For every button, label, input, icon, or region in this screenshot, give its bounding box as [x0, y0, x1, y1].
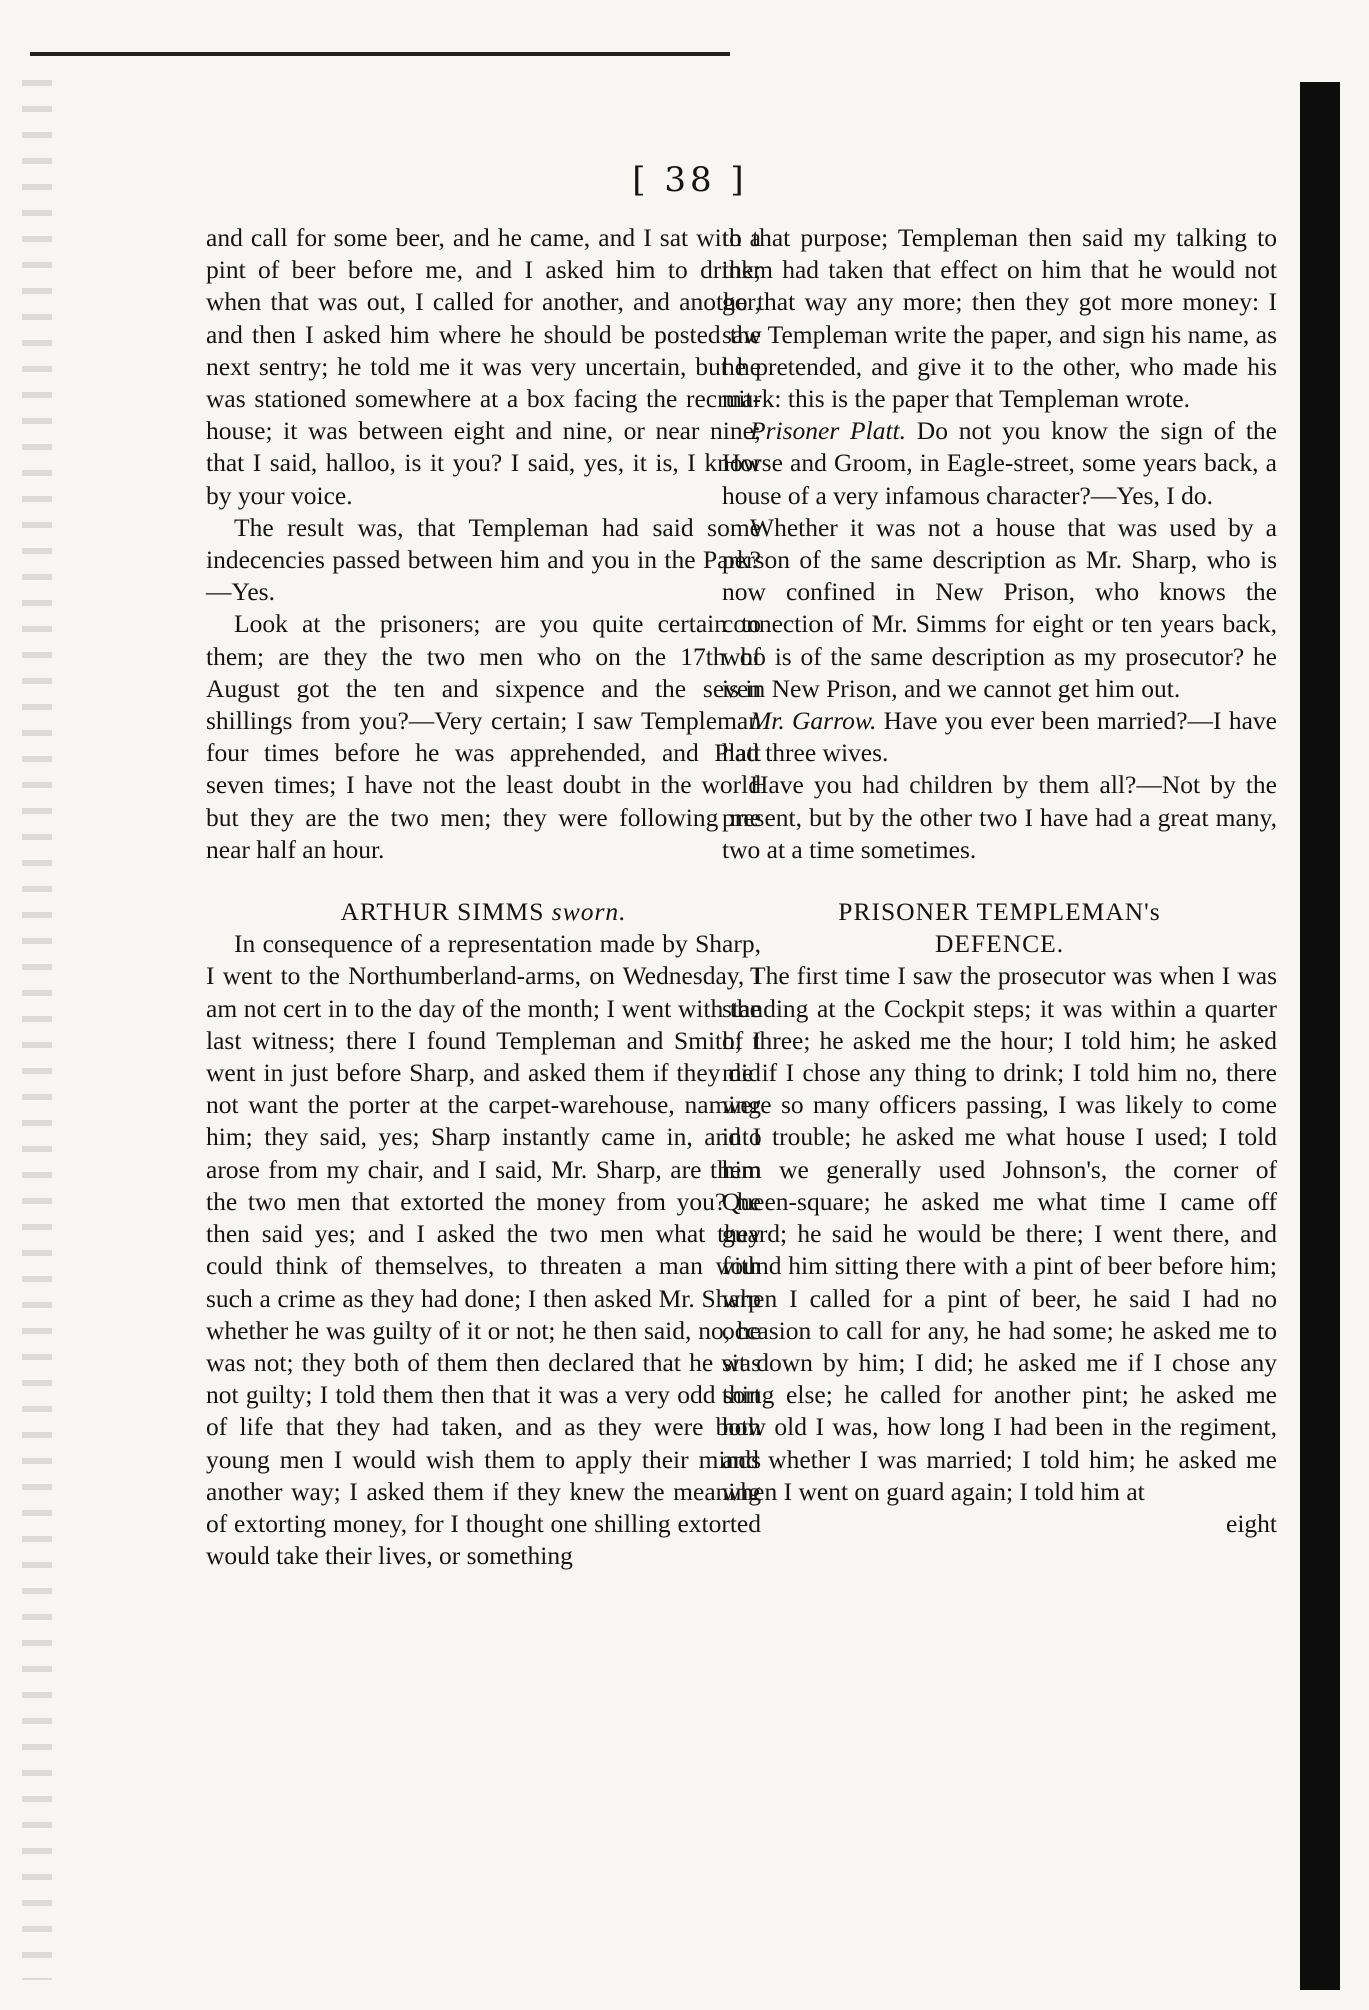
- paragraph: to that purpose; Templeman then said my talking to them had taken that effect on him that he would not go that way any more; then they got more money: I saw Templeman write the paper, and sign his name, as he pretended, and give it to the other, who made his mark: this is the paper that Templeman wrote.: [722, 223, 1277, 414]
- paragraph: and call for some beer, and he came, and I sat with a pint of beer before me, and I asked him to drink; when that was out, I called for another, and another, and then I asked him where he should be posted the next sentry; he told me it was very uncertain, but he was stationed somewhere at a box facing the recruit-house; it was between eight and nine, or near nine; that I said, halloo, is it you? I said, yes, it is, I know by your voice.: [206, 223, 761, 510]
- paragraph: The result was, that Templeman had said some indecencies passed between him and you in the Park?—Yes.: [206, 512, 761, 607]
- catchword: eight: [1226, 1508, 1277, 1538]
- paragraph: [722, 705, 1277, 769]
- speaker-label: Prisoner Platt.: [750, 416, 906, 446]
- speech-text: Do not you know the sign of the Horse and Groom, in Eagle-street, some years back, a house of a very infamous character?—Yes, I do.: [722, 416, 1277, 510]
- defence-heading-line2: DEFENCE.: [934, 929, 1065, 959]
- paragraph: Whether it was not a house that was used by a person of the same description as Mr. Sharp, who is now confined in New Prison, who knows the connection of Mr. Simms for eight or ten years back, who is of the same description as my prosecutor? he is in New Prison, and we cannot get him out.: [722, 512, 1277, 703]
- witness-name: ARTHUR SIMMS: [340, 897, 545, 927]
- scan-edge-bar: [1300, 82, 1340, 1990]
- paragraph: The first time I saw the prosecutor was when I was standing at the Cockpit steps; it was within a quarter of three; he asked me the hour; I told him; he asked me if I chose any thing to drink; I told him no, there were so many officers passing, I was likely to come into trouble; he asked me what house I used; I told him we generally used Johnson's, the corner of Queen-square; he asked me what time I came off guard; he said he would be there; I went there, and found him sitting there with a pint of beer before him; when I called for a pint of beer, he said I had no occasion to call for any, he had some; he asked me to sit down by him; I did; he asked me if I chose any thing else; he called for another pint; he asked me how old I was, how long I had been in the regiment, and whether I was married; I told him; he asked me when I went on guard again; I told him at: [722, 961, 1277, 1506]
- speech-text: Have you ever been married?—I have had three wives.: [722, 706, 1277, 768]
- scan-margin-shadow: [22, 80, 52, 1980]
- paragraph: In consequence of a representation made by Sharp, I went to the Northumberland-arms, on Wednesday, I am not cert in to the day of the month; I went with the last witness; there I found Templeman and Smith; I went in just before Sharp, and asked them if they did not want the porter at the carpet-warehouse, naming him; they said, yes; Sharp instantly came in, and I arose from my chair, and I said, Mr. Sharp, are them the two men that extorted the money from you? he then said yes; and I asked the two men what they could think of themselves, to threaten a man with such a crime as they had done; I then asked Mr. Sharp whether he was guilty of it or not; he then said, no, he was not; they both of them then declared that he was not guilty; I told them then that it was a very odd sort of life that they had taken, and as they were both young men I would wish them to apply their minds another way; I asked them if they knew the meaning of extorting money, for I thought one shilling extorted would take their lives, or something: [206, 929, 761, 1571]
- paragraph: Look at the prisoners; are you quite certain to them; are they the two men who on the 17th of August got the ten and sixpence and the seven shillings from you?—Very certain; I saw Templeman four times before he was apprehended, and Platt seven times; I have not the least doubt in the world but they are the two men; they were following me near half an hour.: [206, 609, 761, 864]
- spacer: [206, 866, 761, 896]
- witness-heading: [206, 896, 761, 928]
- top-rule: [30, 52, 730, 56]
- witness-sworn: sworn.: [551, 897, 627, 927]
- spacer: [722, 866, 1277, 896]
- right-column: [722, 222, 1277, 1540]
- paragraph: Have you had children by them all?—Not by the present, but by the other two I have had a great many, two at a time sometimes.: [722, 770, 1277, 864]
- paragraph: [722, 415, 1277, 512]
- defence-heading-line1: PRISONER TEMPLEMAN's: [838, 897, 1161, 927]
- speaker-label: Mr. Garrow.: [750, 706, 877, 736]
- left-column: [206, 222, 761, 1572]
- page-number: [ 38 ]: [632, 160, 748, 200]
